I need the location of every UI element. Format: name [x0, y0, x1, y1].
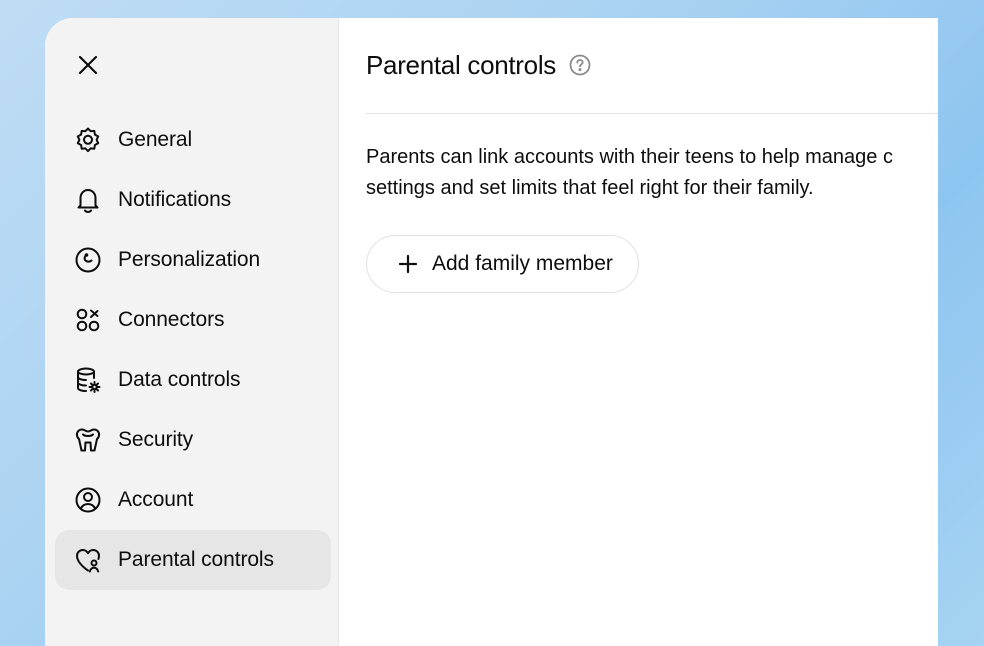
sidebar-item-connectors[interactable] [55, 290, 331, 350]
sidebar-item-security[interactable] [55, 410, 331, 470]
plus-icon [397, 253, 419, 275]
description-line-2: settings and set limits that feel right for their family. [366, 177, 814, 199]
close-icon [77, 54, 99, 76]
page-title: Parental controls [366, 49, 557, 80]
add-family-member-button[interactable] [366, 235, 639, 293]
connectors-icon [73, 305, 103, 335]
close-button[interactable] [71, 48, 105, 82]
add-family-member-label: Add family member [432, 252, 613, 275]
sidebar-item-label: Account [118, 488, 194, 511]
settings-nav [55, 110, 331, 590]
sidebar-item-general[interactable] [55, 110, 331, 170]
sidebar-item-account[interactable] [55, 470, 331, 530]
heart-person-icon [73, 545, 103, 575]
sidebar-item-label: Connectors [118, 308, 225, 331]
database-gear-icon [73, 365, 103, 395]
sidebar-item-personalization[interactable] [55, 230, 331, 290]
sidebar-item-notifications[interactable] [55, 170, 331, 230]
sidebar-item-label: Parental controls [118, 548, 274, 571]
personalization-icon [73, 245, 103, 275]
bell-icon [73, 185, 103, 215]
gear-icon [73, 125, 103, 155]
sidebar-item-label: Data controls [118, 368, 241, 391]
parental-controls-description [366, 142, 938, 204]
page-header [366, 46, 592, 84]
settings-window [45, 18, 938, 646]
security-icon [73, 425, 103, 455]
sidebar-item-data-controls[interactable] [55, 350, 331, 410]
sidebar-item-label: Personalization [118, 248, 261, 271]
sidebar-item-label: Notifications [118, 188, 232, 211]
sidebar-item-label: Security [118, 428, 194, 451]
user-circle-icon [73, 485, 103, 515]
description-line-1: Parents can link accounts with their teens to help manage c [366, 146, 893, 168]
settings-sidebar [45, 18, 339, 646]
sidebar-item-parental-controls[interactable] [55, 530, 331, 590]
header-divider [366, 113, 938, 114]
help-circle-icon[interactable] [568, 53, 592, 77]
settings-content [339, 18, 938, 646]
sidebar-item-label: General [118, 128, 193, 151]
